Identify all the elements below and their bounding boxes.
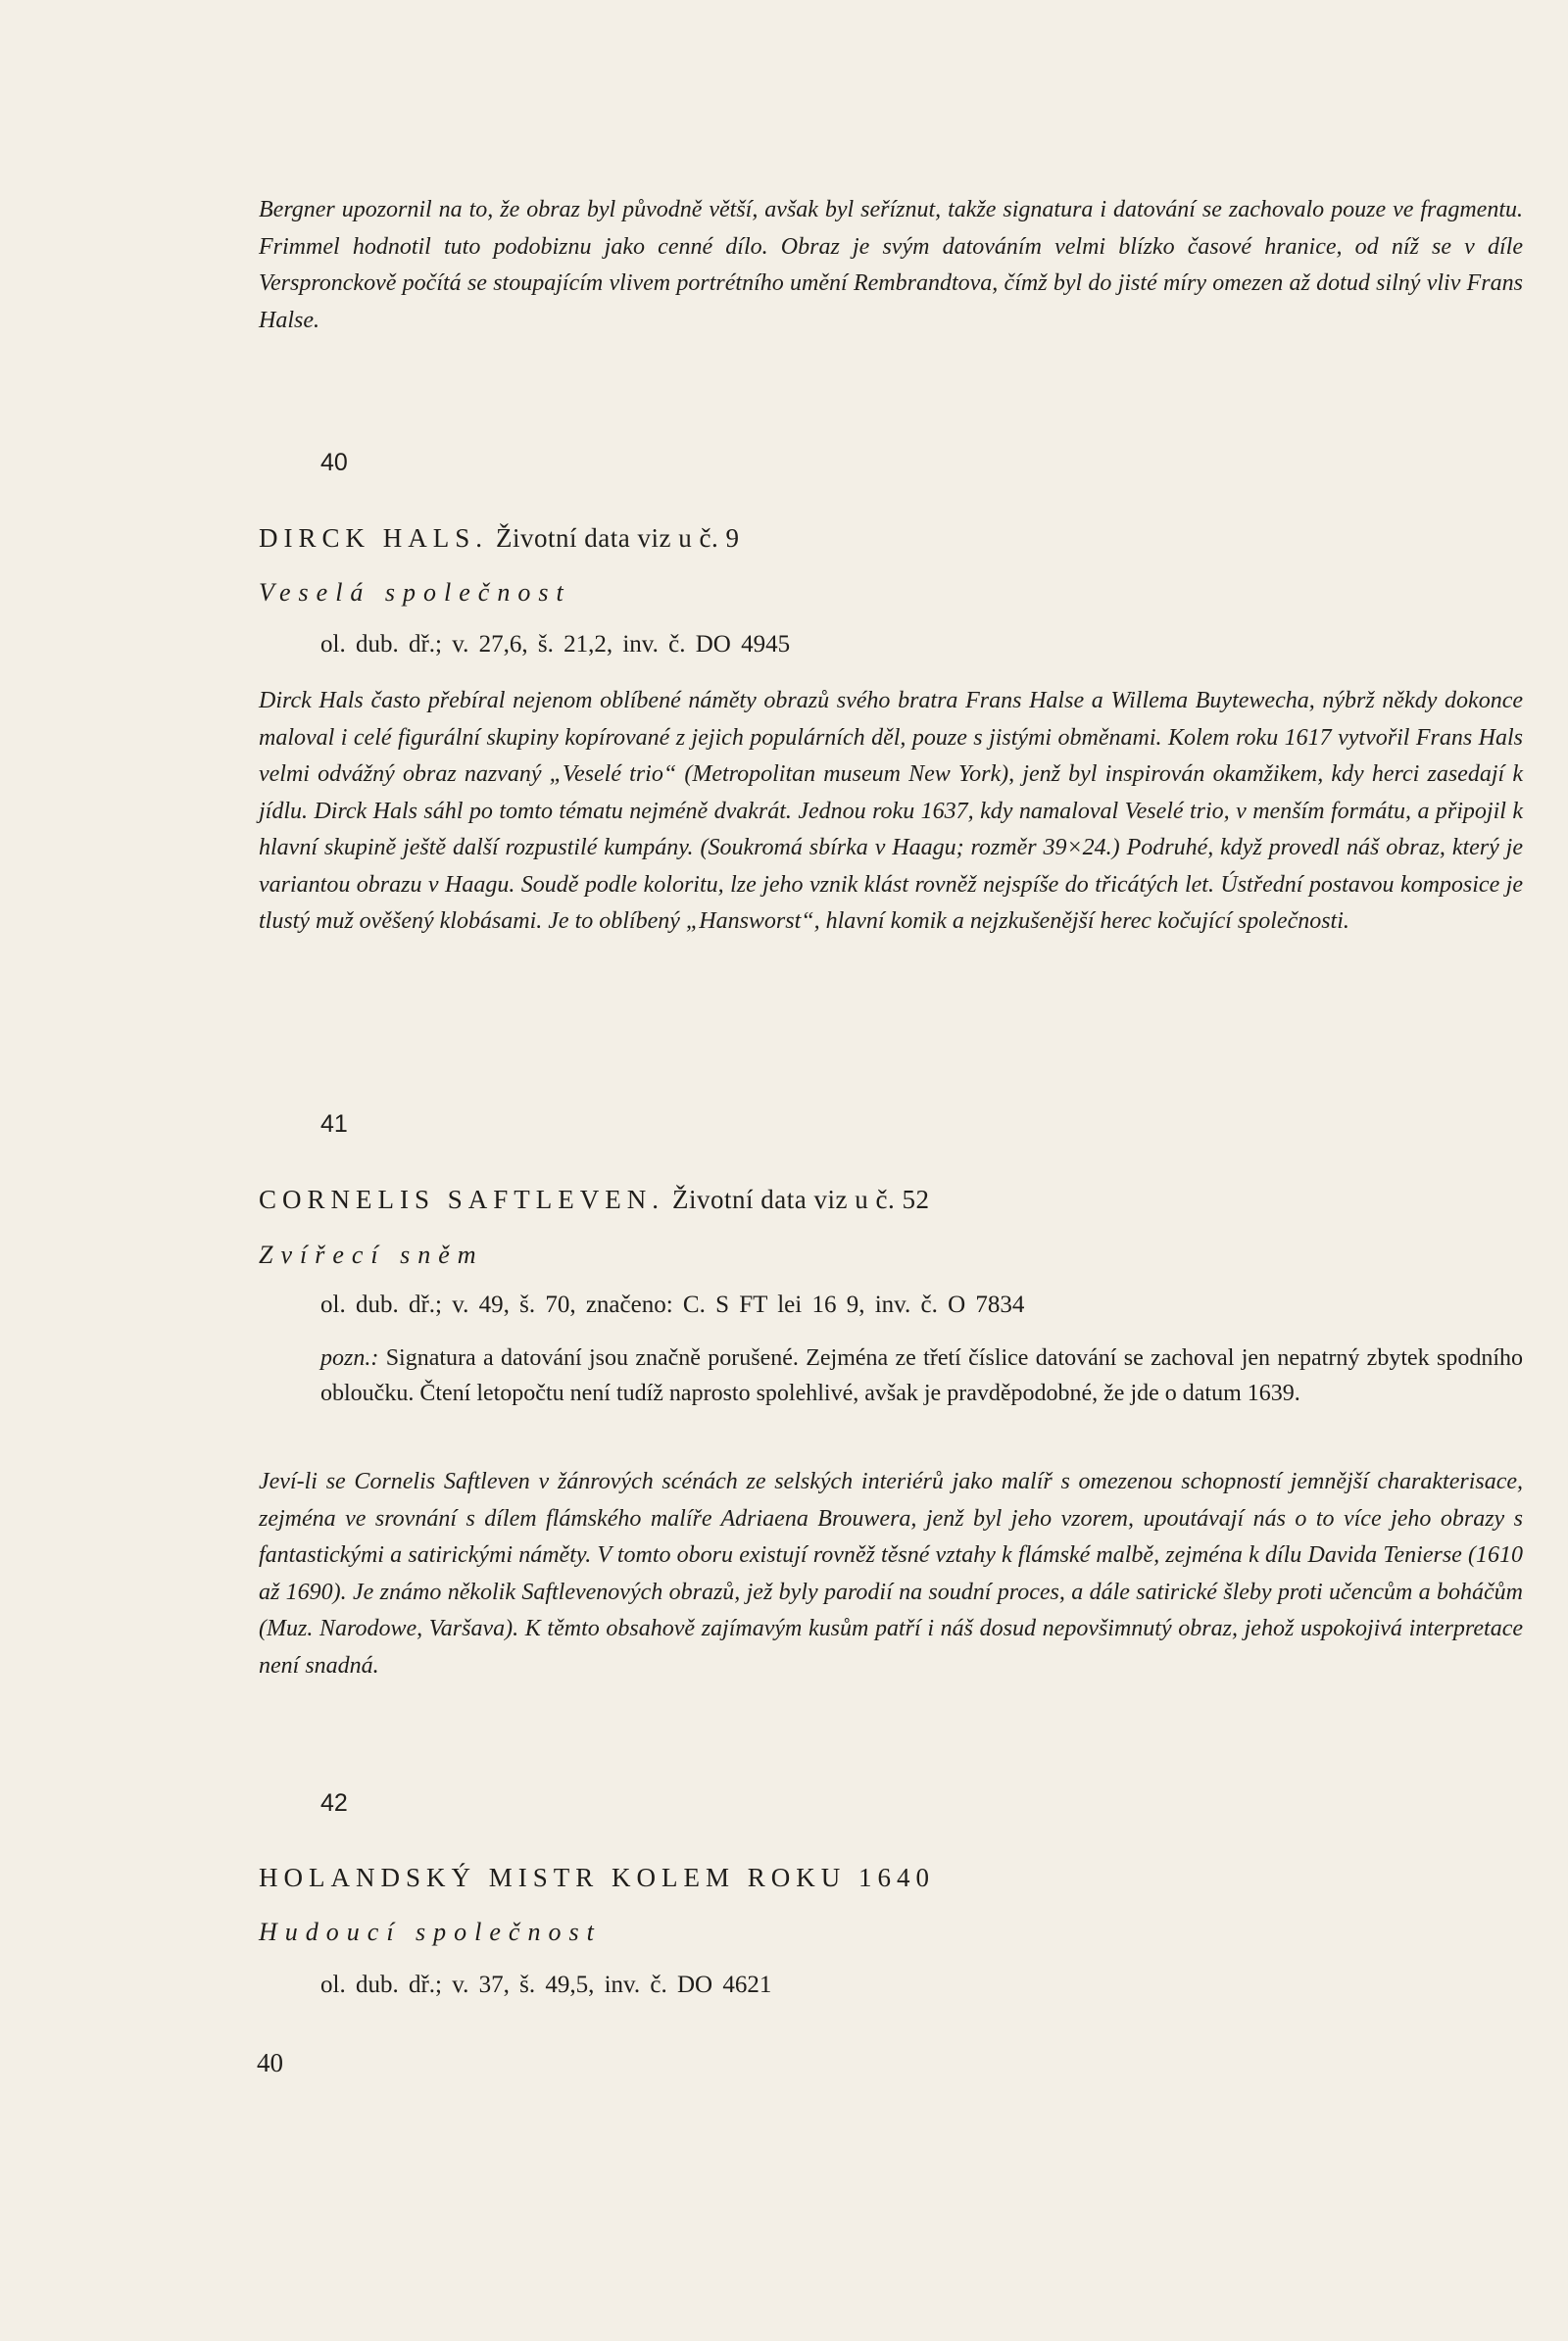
artwork-details: ol. dub. dř.; v. 37, š. 49,5, inv. č. DO 4621 <box>320 1972 772 1998</box>
entry-number: 40 <box>320 449 348 476</box>
entry-heading <box>259 523 739 554</box>
artwork-title: Veselá společnost <box>259 578 571 607</box>
note-label: pozn.: <box>320 1345 379 1371</box>
artist-name: CORNELIS SAFTLEVEN. <box>259 1185 665 1214</box>
artist-name: HOLANDSKÝ MISTR KOLEM ROKU 1640 <box>259 1863 936 1892</box>
life-data: Životní data viz u č. 9 <box>496 523 740 553</box>
intro-paragraph: Bergner upozornil na to, že obraz byl původně větší, avšak byl seříznut, takže signatura i datování se zachovalo pouze ve fragmentu. Frimmel hodnotil tuto podobiznu jako cenné dílo. Obraz je svým datováním velmi blízko časové hranice, od níž se v díle Verspronckově počítá se stoupajícím vlivem portrétního umění Rembrandtova, čímž byl do jisté míry omezen až dotud silný vliv Frans Halse. <box>259 197 1523 333</box>
artwork-details: ol. dub. dř.; v. 27,6, š. 21,2, inv. č. DO 4945 <box>320 631 791 658</box>
artwork-details: ol. dub. dř.; v. 49, š. 70, značeno: C. S FT lei 16 9, inv. č. O 7834 <box>320 1292 1025 1318</box>
entry-heading <box>259 1185 929 1215</box>
entry-number: 42 <box>320 1789 348 1817</box>
artwork-title: Hudoucí společnost <box>259 1918 602 1946</box>
entry-number: 41 <box>320 1110 348 1138</box>
entry-description: Jeví-li se Cornelis Saftleven v žánrových scénách ze selských interiérů jako malíř s omezenou schopností jemnější charakterisace, zejména ve srovnání s dílem flámského malíře Adriaena Brouwera, jenž byl jeho vzorem, upoutávají nás o to více jeho obrazy s fantastickými a satirickými náměty. V tomto oboru existují rovněž těsné vztahy k flámské malbě, zejména k dílu Davida Tenierse (1610 až 1690). Je známo několik Saftlevenových obrazů, jež byly parodií na soudní proces, a dále satirické šleby proti učencům a boháčům (Muz. Narodowe, Varšava). K těmto obsahově zajímavým kusům patří i náš dosud nepovšimnutý obraz, jehož uspokojivá interpretace není snadná. <box>259 1469 1523 1679</box>
note-text: Signatura a datování jsou značně porušené. Zejména ze třetí číslice datování se zachoval jen nepatrný zbytek spodního obloučku. Čtení letopočtu není tudíž naprosto spolehlivé, avšak je pravděpodobné, že jde o datum 1639. <box>320 1345 1523 1406</box>
artist-name: DIRCK HALS. <box>259 523 489 553</box>
entry-note <box>320 1341 1523 1411</box>
entry-description: Dirck Hals často přebíral nejenom oblíbené náměty obrazů svého bratra Frans Halse a Willema Buytewecha, nýbrž někdy dokonce maloval i celé figurální skupiny kopírované z jejich populárních děl, pouze s jistými obměnami. Kolem roku 1617 vytvořil Frans Hals velmi odvážný obraz nazvaný „Veselé trio“ (Metropolitan museum New York), jenž byl inspirován okamžikem, kdy herci zasedají k jídlu. Dirck Hals sáhl po tomto tématu nejméně dvakrát. Jednou roku 1637, kdy namaloval Veselé trio, v menším formátu, a připojil k hlavní skupině ještě další rozpustilé kumpány. (Soukromá sbírka v Haagu; rozměr 39×24.) Podruhé, když provedl náš obraz, který je variantou obrazu v Haagu. Soudě podle koloritu, lze jeho vznik klást rovněž nejspíše do třicátých let. Ústřední postavou komposice je tlustý muž ověšený klobásami. Je to oblíbený „Hansworst“, hlavní komik a nejzkušenější herec kočující společnosti. <box>259 688 1523 934</box>
entry-heading <box>259 1863 935 1893</box>
life-data: Životní data viz u č. 52 <box>672 1185 930 1214</box>
artwork-title: Zvířecí sněm <box>259 1241 484 1269</box>
page-number: 40 <box>257 2048 283 2077</box>
